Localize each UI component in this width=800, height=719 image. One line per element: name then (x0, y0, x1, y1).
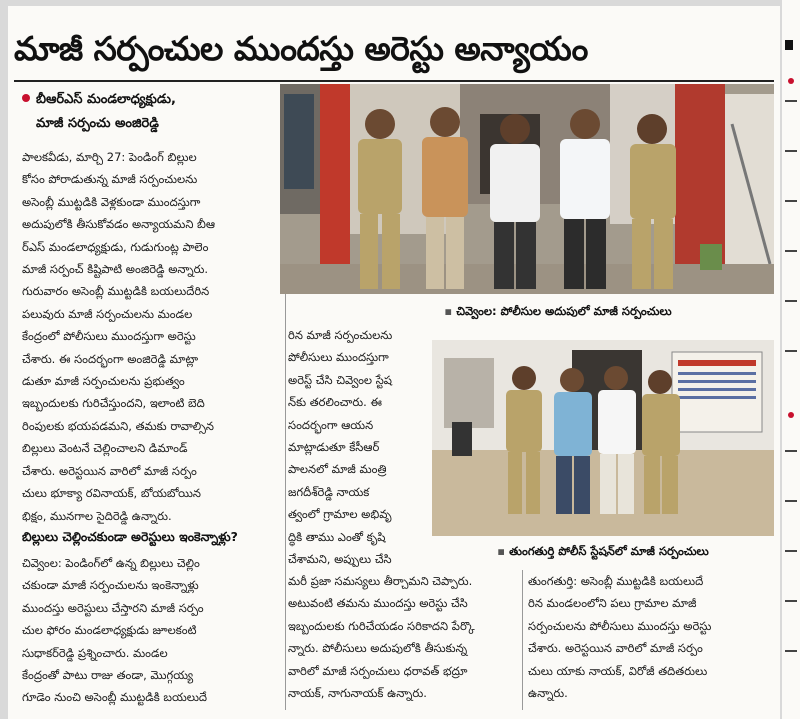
text-line: పాలకవీడు, మార్చి 27: పెండింగ్ బిల్లుల (22, 150, 197, 164)
text-line: చేశామని, అప్పులు చేసి (288, 552, 392, 567)
text-line: న్నారు. పోలీసులు అదుపులోకి తీసుకున్న (288, 641, 468, 656)
text-line: కేంద్రంలో పోలీసులు ముందస్తుగా అరెస్టు (22, 329, 196, 344)
text-line: త్వంలో గ్రామాల అభివృ (288, 507, 392, 522)
byline-line-1: బీఆర్ఎస్ మండలాధ్యక్షుడు, (22, 88, 272, 112)
text-line: చేశారు. అరెస్టయిన వారిలో మాజీ సర్పం (22, 463, 197, 478)
caption-marker-icon: ▪ (444, 304, 453, 318)
bullet-icon (788, 78, 794, 84)
text-line: కేంద్రంతో పాటు రాజు తండా, మొగ్గయ్య (22, 668, 194, 683)
text-fragment (785, 200, 797, 202)
text-fragment (785, 650, 797, 652)
photo-1-illustration (280, 84, 774, 294)
text-fragment (785, 500, 797, 502)
text-line: మరీ ప్రజా సమస్యలు తీర్చామని చెప్పారు. (288, 574, 473, 588)
text-line: చేశారు. ఈ సందర్భంగా అంజిరెడ్డి మాట్లా (22, 351, 199, 366)
text-fragment (785, 450, 797, 452)
article-column-2-bottom (288, 570, 518, 704)
text-line: చేశారు. అరెస్టయిన వారిలో మాజీ సర్పం (528, 641, 703, 656)
text-line: తుంగతుర్తి: అసెంబ్లీ ముట్టడికి బయలుదే (528, 574, 704, 588)
text-line: భిక్షం, మునగాల సైదిరెడ్డి ఉన్నారు. (22, 508, 172, 523)
text-line: చివ్వెంల: పెండింగ్‌లో ఉన్న బిల్లులు చెల్లిం (22, 556, 200, 570)
article-column-2-top (288, 324, 428, 570)
headline: మాజీ సర్పంచుల ముందస్తు అరెస్టు అన్యాయం (14, 29, 588, 68)
text-line: పలువురు మాజీ సర్పంచులను మండల (22, 306, 193, 321)
text-line: సుధాకర్‌రెడ్డి ప్రశ్నించారు. మండల (22, 645, 168, 660)
column-divider-2 (522, 570, 523, 710)
text-line: గూడెం నుంచి అసెంబ్లీ ముట్టడికి బయలుదే (22, 690, 208, 705)
article-column-1 (22, 146, 280, 527)
text-line: అసెంబ్లీ ముట్టడికి వెళ్లకుండా ముందస్తుగా (22, 194, 201, 209)
text-fragment (785, 300, 797, 302)
text-line: రిన మాజీ సర్పంచులను (288, 328, 393, 342)
text-line: రిన మండలంలోని పలు గ్రామాల మాజీ (528, 596, 697, 611)
text-fragment (785, 550, 797, 552)
text-line: గురువారం అసెంబ్లీ ముట్టడికి బయలుదేరిన (22, 284, 210, 299)
headline-rule (14, 80, 774, 82)
text-line: మాజీ సర్పంచ్ కిష్టిపాటి అంజిరెడ్డి అన్నారు. (22, 262, 209, 277)
text-line: అరెస్ట్ చేసి చివ్వెంల స్టేష (288, 372, 393, 387)
text-line: చకుండా మాజీ సర్పంచులను ఇంకెన్నాళ్లు (22, 578, 199, 593)
text-line: డుతూ మాజీ సర్పంచులను ప్రభుత్వం (22, 374, 185, 389)
text-line: ర్ఎస్ మండలాధ్యక్షుడు, గుడుగుంట్ల పాలెం (22, 239, 209, 254)
text-fragment (785, 250, 797, 252)
article-column-3 (528, 570, 774, 704)
photo-tungathurthi-police-station (432, 340, 774, 536)
article-column-1b (22, 552, 280, 709)
newspaper-page (8, 6, 780, 719)
text-line: చులు భూక్యా రవినాయక్, బోయబోయిన (22, 486, 201, 501)
text-fragment (785, 150, 797, 152)
byline (22, 88, 272, 136)
text-line: చుల ఫోరం మండలాధ్యక్షుడు జూలకంటి (22, 623, 197, 638)
text-line: పాలనలో మాజీ మంత్రి (288, 462, 387, 477)
text-line: ఇబ్బందులకు గురిచేస్తుందని, ఇలాంటి బెది (22, 396, 205, 411)
text-line: ద్ధికి తాము ఎంతో కృషి (288, 529, 386, 544)
text-line: బిల్లులు వెంటనే చెల్లించాలని డిమాండ్ (22, 441, 188, 456)
text-line: జగదీశ్‌రెడ్డి నాయక (288, 484, 370, 499)
text-line: అటువంటి తమను ముందస్తు అరెస్టు చేసి (288, 596, 468, 611)
caption-marker-icon: ▪ (497, 544, 506, 558)
subheading: బిల్లులు చెల్లించకుండా అరెస్టులు ఇంకెన్నాళ్లు? (22, 529, 238, 544)
text-line: మాట్లాడుతూ కేసీఆర్ (288, 440, 380, 455)
text-line: రింపులకు భయపడమని, తమకు రావాల్సిన (22, 418, 214, 433)
photo-1-caption: ▪ చివ్వెంల: పోలీసుల అదుపులో మాజీ సర్పంచులు (444, 304, 672, 318)
text-line: ముందస్తు అరెస్టులు చేస్తారని మాజీ సర్పం (22, 600, 204, 615)
photo-chivvemla-police-custody (280, 84, 774, 294)
photo-2-caption: ▪ తుంగతుర్తి పోలీస్ స్టేషన్‌లో మాజీ సర్పంచులు (497, 544, 709, 558)
text-fragment (785, 40, 793, 50)
bullet-icon (22, 94, 30, 102)
text-line: చులు యాకు నాయక్, విరోజీ తదితరులు (528, 663, 708, 678)
text-line: న్‌కు తరలించారు. ఈ (288, 395, 382, 410)
photo-2-illustration (432, 340, 774, 536)
bullet-icon (788, 412, 794, 418)
text-line: కోసం పోరాడుతున్న మాజీ సర్పంచులను (22, 172, 198, 187)
text-line: పోలీసులు ముందస్తుగా (288, 350, 389, 365)
text-fragment (785, 350, 797, 352)
text-line: సర్పంచులను పోలీసులు ముందస్తు అరెస్టు (528, 618, 712, 633)
byline-line-2: మాజీ సర్పంచు అంజిరెడ్డి (36, 116, 159, 131)
text-line: సందర్భంగా ఆయన (288, 417, 374, 432)
adjacent-article-edge (782, 0, 800, 719)
text-line: అదుపులోకి తీసుకోవడం అన్యాయమని బీఆ (22, 217, 216, 232)
text-fragment (785, 100, 797, 102)
text-line: వారిలో మాజీ సర్పంచులు ధరావత్ భద్రూ (288, 663, 468, 678)
text-line: నాయక్, నాగునాయక్ ఉన్నారు. (288, 686, 427, 701)
text-line: ఉన్నారు. (528, 686, 568, 701)
text-fragment (785, 600, 797, 602)
text-line: ఇబ్బందులకు గురిచేయడం సరికాదని పేర్కొ (288, 618, 475, 633)
